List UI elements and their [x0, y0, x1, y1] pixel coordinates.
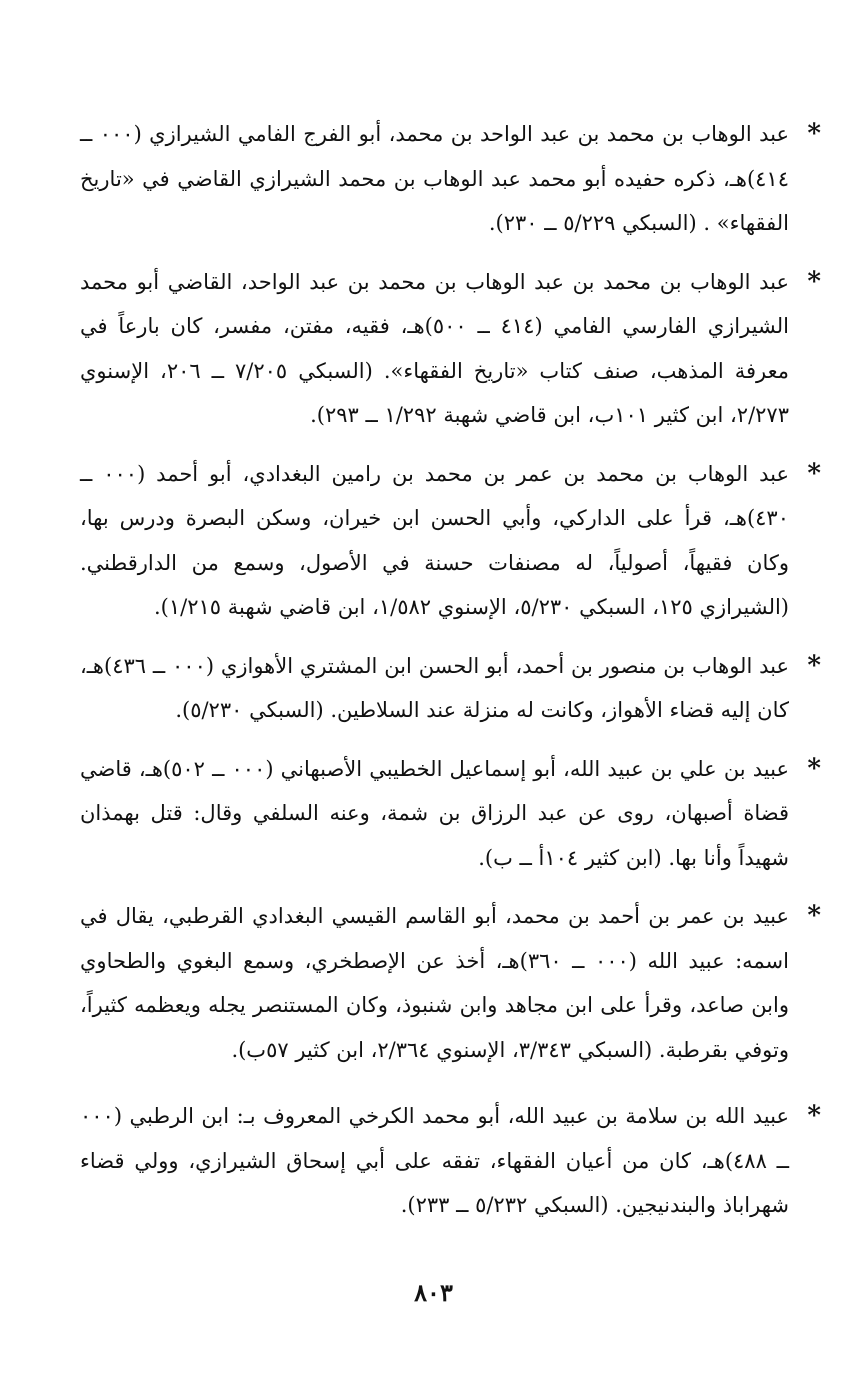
entry-text: عبد الوهاب بن محمد بن عبد الوهاب بن محمد بن عبد الواحد، القاضي أبو محمد الشيرازي الفارسي الفامي (٤١٤ ــ ٥٠٠)هـ، فقيه، مفتن، مفسر، كان بارعاً في معرفة المذهب، صنف كتاب «تاريخ الفقهاء». (السبكي ٧/٢٠٥ ــ ٢٠٦، الإسنوي ٢/٢٧٣، ابن كثير ١٠١ب، ابن قاضي شهبة ١/٢٩٢ ــ ٢٩٣). — [80, 269, 789, 427]
entry-text: عبيد بن علي بن عبيد الله، أبو إسماعيل الخطيبي الأصبهاني (٠٠٠ ــ ٥٠٢)هـ، قاضي قضاة أصبهان، روى عن عبد الرزاق بن شمة، وعنه السلفي وقال: قتل بهمذان شهيداً وأنا بها. (ابن كثير ١٠٤أ ــ ب). — [80, 756, 790, 870]
asterisk-bullet-icon: * — [807, 1101, 821, 1131]
entry-text: عبد الوهاب بن محمد بن عمر بن محمد بن رامين البغدادي، أبو أحمد (٠٠٠ ــ ٤٣٠)هـ، قرأ على الداركي، وأبي الحسن ابن خيران، وسكن البصرة ودرس بها، وكان فقيهاً، أصولياً، له مصنفات حسنة في الأصول، وسمع من الدارقطني. (الشيرازي ١٢٥، السبكي ٥/٢٣٠، الإسنوي ١/٥٨٢، ابن قاضي شهبة ١/٢١٥). — [80, 461, 789, 619]
biography-entry — [80, 894, 821, 1072]
entry-text: عبيد الله بن سلامة بن عبيد الله، أبو محمد الكرخي المعروف بـ: ابن الرطبي (٠٠٠ ــ ٤٨٨)هـ، كان من أعيان الفقهاء، تفقه على أبي إسحاق الشيرازي، وولي قضاء شهراباذ والبندنيجين. (السبكي ٥/٢٣٢ ــ ٢٣٣). — [80, 1104, 789, 1217]
biography-entry — [80, 260, 821, 438]
entry-text: عبد الوهاب بن منصور بن أحمد، أبو الحسن ابن المشتري الأهوازي (٠٠٠ ــ ٤٣٦)هـ، كان إليه قضاء الأهواز، وكانت له منزلة عند السلاطين. (السبكي ٥/٢٣٠). — [80, 653, 790, 722]
biography-entries — [80, 112, 821, 1240]
biography-entry — [80, 747, 821, 881]
asterisk-bullet-icon: * — [807, 901, 821, 931]
asterisk-bullet-icon: * — [807, 753, 821, 784]
asterisk-bullet-icon: * — [807, 266, 821, 297]
biography-entry — [80, 644, 821, 733]
entry-text: عبد الوهاب بن محمد بن عبد الواحد بن محمد، أبو الفرج الفامي الشيرازي (٠٠٠ ــ ٤١٤)هـ، ذكره حفيده أبو محمد عبد الوهاب بن محمد الشيرازي القاضي في «تاريخ الفقهاء» . (السبكي ٥/٢٢٩ ــ ٢٣٠). — [80, 122, 790, 235]
asterisk-bullet-icon: * — [807, 650, 821, 681]
page-number: ٨٠٣ — [414, 1278, 453, 1307]
asterisk-bullet-icon: * — [807, 458, 821, 489]
biography-entry — [80, 112, 821, 246]
entry-text: عبيد بن عمر بن أحمد بن محمد، أبو القاسم القيسي البغدادي القرطبي، يقال في اسمه: عبيد الله (٠٠٠ ــ ٣٦٠)هـ، أخذ عن الإصطخري، وسمع البغوي والطحاوي وابن صاعد، وقرأ على ابن مجاهد وابن شنبوذ، وكان المستنصر يجله ويعظمه كثيراً، وتوفي بقرطبة. (السبكي ٣/٣٤٣، الإسنوي ٢/٣٦٤، ابن كثير ٥٧ب). — [80, 904, 789, 1062]
biography-entry — [80, 452, 821, 630]
biography-entry — [80, 1094, 821, 1228]
asterisk-bullet-icon: * — [807, 119, 821, 149]
